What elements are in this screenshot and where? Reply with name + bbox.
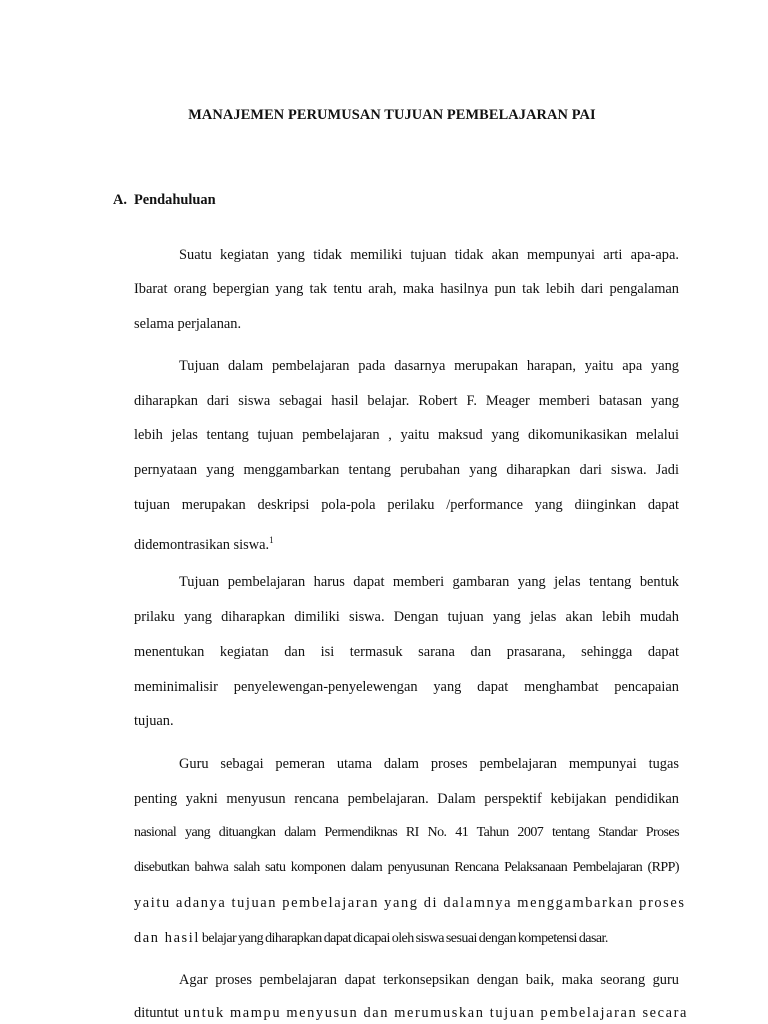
section-letter: A.	[113, 192, 127, 208]
line-text-spaced: untuk mampu menyusun dan merumuskan tujuan pembelajaran secara	[178, 1005, 688, 1021]
document-title: MANAJEMEN PERUMUSAN TUJUAN PEMBELAJARAN PAI	[188, 107, 596, 123]
paragraph-line: lebih jelas tentang tujuan pembelajaran , yaitu maksud yang dikomunikasikan melalui	[134, 427, 679, 443]
paragraph-line: Tujuan dalam pembelajaran pada dasarnya merupakan harapan, yaitu apa yang	[179, 358, 679, 374]
line-text: didemontrasikan siswa.	[134, 537, 270, 553]
paragraph-line	[134, 1003, 688, 1023]
paragraph-line: meminimalisir penyelewengan-penyelewengan yang dapat menghambat pencapaian	[134, 679, 679, 695]
line-text: dituntut	[134, 1005, 179, 1021]
paragraph-line: selama perjalanan.	[134, 316, 242, 332]
paragraph-line	[134, 530, 679, 553]
paragraph-line: yaitu adanya tujuan pembelajaran yang di dalamnya menggambarkan proses	[134, 895, 686, 911]
paragraph-line: Suatu kegiatan yang tidak memiliki tujuan tidak akan mempunyai arti apa-apa.	[179, 247, 679, 263]
paragraph-line: pernyataan yang menggambarkan tentang perubahan yang diharapkan dari siswa. Jadi	[134, 462, 679, 478]
paragraph-line: Guru sebagai pemeran utama dalam proses pembelajaran mempunyai tugas	[179, 756, 679, 772]
paragraph-line: disebutkan bahwa salah satu komponen dalam penyusunan Rencana Pelaksanaan Pembelajaran (RPP)	[134, 860, 679, 875]
line-text-condensed: belajar yang diharapkan dapat dicapai oleh siswa sesuai dengan kompetensi dasar.	[199, 931, 608, 946]
paragraph-line: menentukan kegiatan dan isi termasuk sarana dan prasarana, sehingga dapat	[134, 644, 679, 660]
paragraph-line: Tujuan pembelajaran harus dapat memberi gambaran yang jelas tentang bentuk	[179, 574, 679, 590]
paragraph-line: Ibarat orang bepergian yang tak tentu arah, maka hasilnya pun tak lebih dari pengalaman	[134, 281, 679, 297]
paragraph-line: tujuan.	[134, 713, 174, 729]
paragraph-line: prilaku yang diharapkan dimiliki siswa. Dengan tujuan yang jelas akan lebih mudah	[134, 609, 679, 625]
paragraph-line: tujuan merupakan deskripsi pola-pola perilaku /performance yang diinginkan dapat	[134, 497, 679, 513]
paragraph-line: Agar proses pembelajaran dapat terkonsepsikan dengan baik, maka seorang guru	[179, 972, 679, 988]
line-text-spaced: dan hasil	[134, 930, 200, 946]
paragraph-line: penting yakni menyusun rencana pembelajaran. Dalam perspektif kebijakan pendidikan	[134, 791, 679, 807]
section-heading	[113, 192, 216, 209]
footnote-reference: 1	[269, 535, 274, 545]
paragraph-line	[134, 928, 679, 948]
paragraph-line: diharapkan dari siswa sebagai hasil belajar. Robert F. Meager memberi batasan yang	[134, 393, 679, 409]
paragraph-line: nasional yang dituangkan dalam Permendiknas RI No. 41 Tahun 2007 tentang Standar Proses	[134, 825, 679, 840]
section-title: Pendahuluan	[134, 192, 216, 208]
